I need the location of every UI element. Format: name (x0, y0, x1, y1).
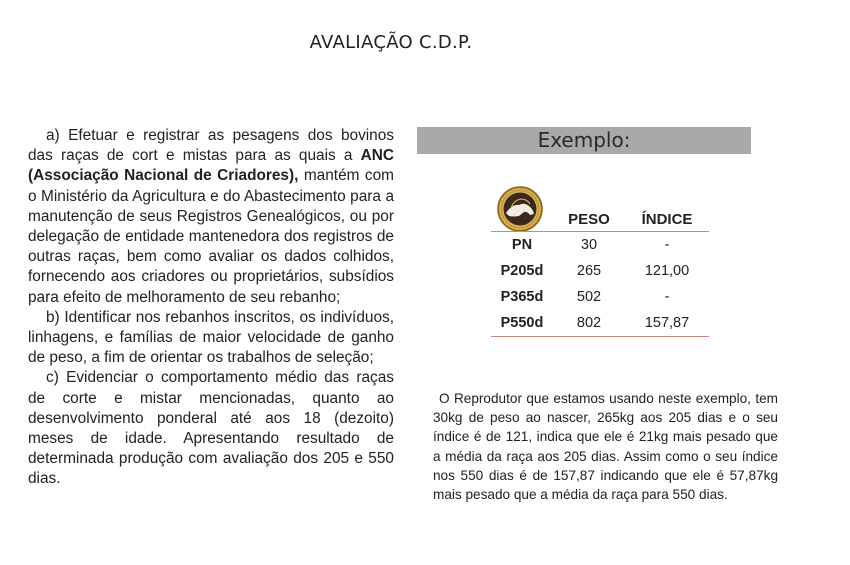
paragraph-c: c) Evidenciar o comportamento médio das raças de corte e mistar mencionadas, quanto ao desenvolvimento ponderal até aos 18 (dezoito) meses de idade. Apresentando resultado de determinada produção com avaliação dos 205 e 550 dias. (28, 369, 394, 488)
cell-peso: 802 (553, 310, 625, 337)
cell-indice: - (664, 237, 670, 253)
row-label: P550d (491, 310, 553, 337)
cell-indice: - (664, 289, 670, 305)
row-label: P205d (500, 263, 544, 279)
table-row (491, 258, 709, 284)
explanation-text: O Reprodutor que estamos usando neste exemplo, tem 30kg de peso ao nascer, 265kg aos 205 dias e o seu índice é de 121, indica que ele é 21kg mais pesado que a média da raça aos 205 dias. Assim como o seu índice nos 550 dias é de 157,87 indicando que ele é 57,87kg mais pesado que a média da raça para 550 dias. (433, 391, 778, 503)
table-header-row (491, 209, 709, 232)
example-heading: Exemplo: (417, 127, 751, 154)
anc-name: ANC (Associação Nacional de Criadores), (28, 147, 394, 185)
cell-peso: 265 (576, 263, 602, 279)
cell-peso: 502 (576, 289, 602, 305)
cell-peso: 30 (580, 237, 598, 253)
row-label: P365d (500, 289, 544, 305)
header-indice: ÍNDICE (625, 209, 709, 232)
paragraph-a (28, 126, 394, 308)
page-title: AVALIAÇÃO C.D.P. (309, 32, 473, 53)
header-blank (491, 209, 553, 232)
paragraph-a-start: a) Efetuar e registrar as pesagens dos bovinos das raças de cort e mistas para as quais a (28, 127, 394, 165)
cell-indice: 121,00 (644, 263, 690, 279)
description-text (28, 126, 394, 490)
weights-table (491, 209, 709, 337)
table-row (491, 232, 709, 259)
table-row (491, 284, 709, 310)
paragraph-b: b) Identificar nos rebanhos inscritos, os indivíduos, linhagens, e famílias de maior velocidade de ganho de peso, a fim de orientar os trabalhos de seleção; (28, 308, 394, 367)
paragraph-a-end: mantém com o Ministério da Agricultura e do Abastecimento para a manutenção de seus Registros Genealógicos, ou por delegação de entidade mantenedora dos registros de outras raças, bem como avaliar os dados colhidos, fornecendo aos criadores ou proprietários, subsídios para efeito de melhoramento de seu rebanho; (28, 167, 394, 306)
example-explanation (433, 389, 778, 504)
header-peso: PESO (553, 209, 625, 232)
table-row (491, 310, 709, 337)
cell-indice: 157,87 (625, 310, 709, 337)
row-label: PN (511, 237, 533, 253)
